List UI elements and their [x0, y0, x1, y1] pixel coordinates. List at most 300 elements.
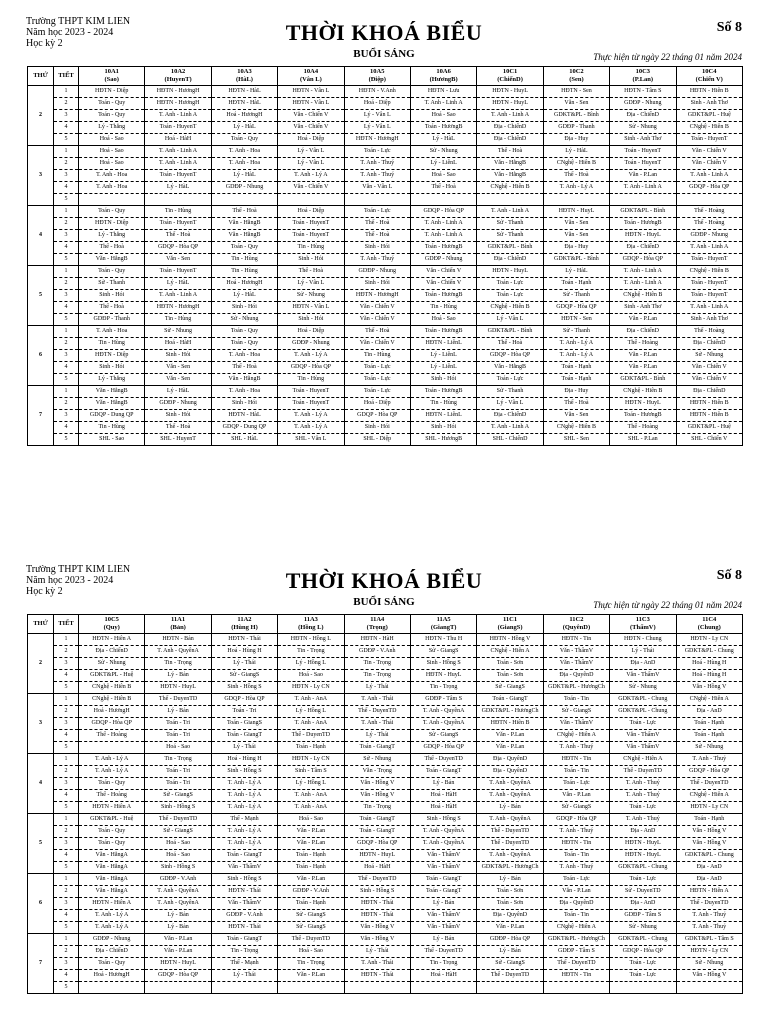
day-label: 4: [28, 754, 54, 814]
lesson-cell: GDQP - Hòa QP: [145, 970, 211, 982]
lesson-cell: GDKT&PL - Bình: [543, 110, 609, 122]
class-header: [477, 67, 543, 86]
lesson-cell: Tin - Hùng: [145, 314, 211, 326]
lesson-cell: Toán - HươngB: [610, 218, 676, 230]
lesson-cell: GDKT&PL - Bình: [610, 206, 676, 218]
lesson-cell: HĐTN - Tâm S: [610, 86, 676, 98]
lesson-cell: SHL - ChiếnD: [477, 434, 543, 446]
lesson-cell: T. Anh - Lý A: [79, 910, 145, 922]
lesson-cell: Toán - Lực: [344, 386, 410, 398]
lesson-cell: Hoá - Sao: [145, 850, 211, 862]
lesson-cell: Sử - Thanh: [543, 326, 609, 338]
lesson-cell: Thể - Hoà: [145, 230, 211, 242]
period-row: [28, 814, 743, 826]
period-number: 1: [54, 934, 79, 946]
lesson-cell: GDKT&PL - HươngCh: [543, 682, 609, 694]
lesson-cell: Văn - P.Lan: [610, 362, 676, 374]
lesson-cell: SHL - HàL: [211, 434, 277, 446]
lesson-cell: Sử - GiangS: [278, 910, 344, 922]
homeroom-teacher: (Điệp): [368, 76, 386, 83]
lesson-cell: Sinh - Hồng S: [211, 874, 277, 886]
lesson-cell: Lý - Bản: [145, 910, 211, 922]
lesson-cell: Toán - GiangT: [344, 742, 410, 754]
lesson-cell: GDĐP - Thanh: [543, 122, 609, 134]
lesson-cell: SHL - HuyenT: [145, 434, 211, 446]
period-number: 3: [54, 658, 79, 670]
lesson-cell: T. Anh - Lý A: [211, 802, 277, 814]
period-row: [28, 970, 743, 982]
class-name: 10A3: [237, 68, 252, 75]
lesson-cell: Toán - Lực: [543, 778, 609, 790]
period-number: 1: [54, 266, 79, 278]
lesson-cell: Địa - ChiếnD: [676, 386, 742, 398]
day-header: THỨ: [28, 615, 54, 634]
lesson-cell: Lý - Bản: [145, 922, 211, 934]
lesson-cell: Toán - GiangT: [410, 766, 476, 778]
timetable-title: THỜI KHOÁ BIỂU: [285, 568, 483, 593]
lesson-cell: [278, 194, 344, 206]
lesson-cell: Toán - Tri: [145, 778, 211, 790]
period-number: 1: [54, 754, 79, 766]
lesson-cell: Hoá - HươngH: [79, 970, 145, 982]
lesson-cell: Văn - Chiến V: [344, 314, 410, 326]
school-term: Học kỳ 2: [26, 38, 63, 49]
lesson-cell: Thể - DuyenTD: [344, 874, 410, 886]
period-number: 4: [54, 362, 79, 374]
lesson-cell: Hoá - Sao: [79, 146, 145, 158]
lesson-cell: GDQP - Dung QP: [79, 410, 145, 422]
lesson-cell: Toán - GiangT: [410, 874, 476, 886]
homeroom-teacher: (HươngB): [429, 76, 458, 83]
lesson-cell: Lý - Vân L: [477, 398, 543, 410]
day-label: 6: [28, 874, 54, 934]
lesson-cell: Tin - Trọng: [344, 670, 410, 682]
period-number: 2: [54, 946, 79, 958]
lesson-cell: Lý - Thái: [610, 646, 676, 658]
lesson-cell: Toán - Quy: [79, 778, 145, 790]
lesson-cell: GDQP - Hòa QP: [543, 814, 609, 826]
lesson-cell: Địa - AnD: [610, 898, 676, 910]
lesson-cell: Toán - Tin: [543, 694, 609, 706]
lesson-cell: Văn - Hồng V: [676, 970, 742, 982]
lesson-cell: Lý - Thái: [344, 682, 410, 694]
lesson-cell: Hoá - Sao: [145, 742, 211, 754]
lesson-cell: HĐTN - HàH: [344, 634, 410, 646]
lesson-cell: T. Anh - Thuỷ: [676, 910, 742, 922]
lesson-cell: Sinh - Hói: [344, 242, 410, 254]
header-row: [28, 615, 743, 634]
lesson-cell: [610, 194, 676, 206]
lesson-cell: T. Anh - Linh A: [676, 242, 742, 254]
lesson-cell: T. Anh - AnA: [278, 802, 344, 814]
lesson-cell: Thể - Hoà: [543, 170, 609, 182]
lesson-cell: GDĐP - Nhung: [344, 266, 410, 278]
lesson-cell: Lý - Thắng: [79, 122, 145, 134]
lesson-cell: Lý - Thái: [344, 730, 410, 742]
day-label: 3: [28, 146, 54, 206]
lesson-cell: Toán - Quy: [79, 110, 145, 122]
homeroom-teacher: (Sen): [569, 76, 584, 83]
period-row: [28, 86, 743, 98]
homeroom-teacher: (Chung): [697, 624, 721, 631]
period-number: 1: [54, 634, 79, 646]
period-number: 1: [54, 694, 79, 706]
lesson-cell: Sử - Thanh: [477, 230, 543, 242]
lesson-cell: Văn - ThẩmV: [211, 862, 277, 874]
school-term: Học kỳ 2: [26, 586, 63, 597]
period-row: [28, 206, 743, 218]
period-number: 5: [54, 922, 79, 934]
period-number: 3: [54, 350, 79, 362]
day-label: 5: [28, 814, 54, 874]
period-number: 1: [54, 814, 79, 826]
period-number: 5: [54, 742, 79, 754]
period-row: [28, 874, 743, 886]
lesson-cell: T. Anh - Lý A: [543, 182, 609, 194]
period-number: 1: [54, 86, 79, 98]
lesson-cell: Văn - P.Lan: [610, 170, 676, 182]
lesson-cell: Lý - Thắng: [79, 374, 145, 386]
lesson-cell: Toán - Quy: [79, 266, 145, 278]
lesson-cell: SHL - P.Lan: [610, 434, 676, 446]
lesson-cell: Văn - Sen: [543, 230, 609, 242]
lesson-cell: Toán - HuyenT: [145, 266, 211, 278]
class-header: [344, 615, 410, 634]
lesson-cell: Lý - Bản: [145, 670, 211, 682]
period-number: 4: [54, 790, 79, 802]
sheet-header: [0, 562, 768, 614]
class-name: 10A4: [303, 68, 319, 75]
lesson-cell: HĐTN - Tin: [543, 838, 609, 850]
lesson-cell: Thể - Hoàng: [610, 422, 676, 434]
period-row: [28, 266, 743, 278]
lesson-cell: Lý - LiênL: [410, 350, 476, 362]
lesson-cell: Toán - Quy: [79, 206, 145, 218]
lesson-cell: T. Anh - Thuý: [344, 254, 410, 266]
lesson-cell: Sinh - Hồng S: [145, 802, 211, 814]
lesson-cell: T. Anh - Lý A: [278, 410, 344, 422]
effective-date: Thực hiện từ ngày 22 tháng 01 năm 2024: [593, 600, 742, 610]
class-name: 10C3: [635, 68, 651, 75]
class-header: [79, 67, 145, 86]
period-number: 1: [54, 326, 79, 338]
lesson-cell: Sử - Nhung: [676, 958, 742, 970]
lesson-cell: HĐTN - Hiên A: [79, 634, 145, 646]
day-label: 6: [28, 326, 54, 386]
lesson-cell: CNghệ - Hiên A: [543, 730, 609, 742]
lesson-cell: Lý - Vân L: [278, 158, 344, 170]
lesson-cell: Tin - Hùng: [278, 374, 344, 386]
lesson-cell: HĐTN - HuyL: [477, 266, 543, 278]
lesson-cell: Thể - DuyenTD: [676, 778, 742, 790]
lesson-cell: T. Anh - Thuý: [543, 826, 609, 838]
lesson-cell: Lý - Thái: [211, 970, 277, 982]
lesson-cell: HĐTN - HuyL: [477, 98, 543, 110]
lesson-cell: Hoá - Sao: [79, 158, 145, 170]
lesson-cell: Hoá - HàH: [410, 790, 476, 802]
homeroom-teacher: (GiangT): [430, 624, 457, 631]
class-header: [410, 67, 476, 86]
session-label: BUỔI SÁNG: [353, 596, 415, 608]
period-number: 4: [54, 242, 79, 254]
lesson-cell: Địa - ChiếnD: [477, 254, 543, 266]
effective-date: Thực hiện từ ngày 22 tháng 01 năm 2024: [593, 52, 742, 62]
school-name: Trường THPT KIM LIEN: [26, 564, 131, 575]
lesson-cell: Hoá - Diệp: [344, 398, 410, 410]
lesson-cell: Địa - AnD: [676, 862, 742, 874]
period-row: [28, 410, 743, 422]
lesson-cell: GDKT&PL - Tâm S: [676, 934, 742, 946]
lesson-cell: Hoá - HàH: [410, 970, 476, 982]
class-name: 11C1: [502, 616, 518, 623]
lesson-cell: HĐTN - HuyL: [145, 682, 211, 694]
lesson-cell: Sử - Nhung: [610, 122, 676, 134]
lesson-cell: GDĐP - Nhung: [676, 230, 742, 242]
lesson-cell: Hoá - Sao: [278, 946, 344, 958]
lesson-cell: Văn - Chiến V: [410, 278, 476, 290]
lesson-cell: Toán - Quy: [79, 826, 145, 838]
lesson-cell: Văn - Chiến V: [676, 158, 742, 170]
period-number: 2: [54, 706, 79, 718]
lesson-cell: Văn - HằngB: [79, 386, 145, 398]
lesson-cell: Hoá - HươngH: [211, 278, 277, 290]
lesson-cell: GDKT&PL - Bình: [610, 374, 676, 386]
lesson-cell: Sinh - Hồng S: [145, 862, 211, 874]
lesson-cell: Thể - Hoà: [211, 206, 277, 218]
lesson-cell: SHL - Vân L: [278, 434, 344, 446]
day-label: 7: [28, 934, 54, 994]
lesson-cell: SHL - HươngB: [410, 434, 476, 446]
class-name: 10C2: [569, 68, 584, 75]
lesson-cell: Tin - Trọng: [344, 658, 410, 670]
school-year: Năm học 2023 - 2024: [26, 575, 114, 586]
period-number: 2: [54, 158, 79, 170]
period-number: 2: [54, 826, 79, 838]
lesson-cell: Toán - GiangT: [410, 886, 476, 898]
lesson-cell: Hoá - Sao: [145, 838, 211, 850]
lesson-cell: T. Anh - Lý A: [79, 766, 145, 778]
lesson-cell: CNghệ - Hiên B: [543, 422, 609, 434]
lesson-cell: Toán - Quy: [79, 98, 145, 110]
period-number: 5: [54, 134, 79, 146]
lesson-cell: Sử - GiangS: [211, 670, 277, 682]
timetable-grid: [27, 614, 743, 994]
lesson-cell: Toán - Sơn: [477, 886, 543, 898]
period-number: 4: [54, 730, 79, 742]
lesson-cell: Lý - Bản: [410, 778, 476, 790]
lesson-cell: Tin - Hùng: [410, 302, 476, 314]
period-row: [28, 742, 743, 754]
lesson-cell: Địa - ChiếnD: [79, 646, 145, 658]
lesson-cell: GDQP - Hòa QP: [344, 838, 410, 850]
period-row: [28, 934, 743, 946]
lesson-cell: Hoá - Diệp: [278, 206, 344, 218]
period-row: [28, 898, 743, 910]
lesson-cell: HĐTN - Diệp: [79, 218, 145, 230]
lesson-cell: Toán - Hạnh: [676, 814, 742, 826]
period-header: TIẾT: [54, 615, 79, 634]
lesson-cell: Toán - HuyenT: [145, 170, 211, 182]
lesson-cell: Lý - HàL: [410, 134, 476, 146]
lesson-cell: HĐTN - LiênL: [410, 410, 476, 422]
lesson-cell: Văn - ThẩmV: [410, 850, 476, 862]
lesson-cell: T. Anh - Linh A: [145, 290, 211, 302]
lesson-cell: Tin - Hùng: [344, 350, 410, 362]
lesson-cell: Địa - Huy: [543, 386, 609, 398]
lesson-cell: T. Anh - Thuý: [344, 170, 410, 182]
lesson-cell: T. Anh - Hoa: [211, 350, 277, 362]
lesson-cell: Văn - Hồng V: [344, 778, 410, 790]
lesson-cell: Văn - Hồng V: [676, 682, 742, 694]
lesson-cell: Toán - GiangT: [477, 694, 543, 706]
lesson-cell: GDĐP - Thanh: [79, 314, 145, 326]
lesson-cell: CNghệ - Hiên B: [543, 158, 609, 170]
lesson-cell: Lý - Bản: [410, 934, 476, 946]
lesson-cell: T. Anh - QuyênA: [477, 850, 543, 862]
lesson-cell: HĐTN - Ly CN: [676, 634, 742, 646]
period-row: [28, 278, 743, 290]
lesson-cell: HĐTN - HuyL: [610, 398, 676, 410]
lesson-cell: T. Anh - Linh A: [676, 170, 742, 182]
lesson-cell: Hoá - Sao: [278, 814, 344, 826]
lesson-cell: [79, 742, 145, 754]
lesson-cell: Lý - HàL: [211, 170, 277, 182]
lesson-cell: T. Anh - Thái: [344, 958, 410, 970]
lesson-cell: T. Anh - Linh A: [145, 110, 211, 122]
school-name: Trường THPT KIM LIEN: [26, 16, 131, 27]
lesson-cell: Toán - Tri: [145, 718, 211, 730]
lesson-cell: Sinh - Hói: [410, 374, 476, 386]
lesson-cell: HĐTN - HươngH: [145, 302, 211, 314]
lesson-cell: Sử - Nhung: [676, 742, 742, 754]
lesson-cell: Thể - Hoà: [410, 182, 476, 194]
lesson-cell: GDQP - Hòa QP: [410, 742, 476, 754]
lesson-cell: Thể - Hoàng: [676, 218, 742, 230]
lesson-cell: Sinh - Hồng S: [410, 658, 476, 670]
lesson-cell: Hoá - Sao: [278, 670, 344, 682]
lesson-cell: Toán - HuyenT: [610, 158, 676, 170]
lesson-cell: Thể - Hoàng: [610, 338, 676, 350]
lesson-cell: HĐTN - Ly CN: [676, 802, 742, 814]
period-number: 3: [54, 718, 79, 730]
period-row: [28, 910, 743, 922]
lesson-cell: HĐTN - Hiên B: [676, 410, 742, 422]
lesson-cell: Toán - Lực: [610, 718, 676, 730]
period-row: [28, 850, 743, 862]
lesson-cell: [79, 982, 145, 994]
lesson-cell: Toán - HuyenT: [278, 218, 344, 230]
class-name: 11A1: [171, 616, 186, 623]
period-number: 4: [54, 302, 79, 314]
lesson-cell: Toán - GiangT: [344, 814, 410, 826]
lesson-cell: HĐTN - HươngH: [344, 290, 410, 302]
lesson-cell: Văn - ThẩmV: [610, 742, 676, 754]
lesson-cell: T. Anh - Linh A: [410, 98, 476, 110]
lesson-cell: HĐTN - Vân L: [278, 98, 344, 110]
period-row: [28, 374, 743, 386]
lesson-cell: GDKT&PL - Bình: [477, 242, 543, 254]
lesson-cell: [145, 982, 211, 994]
lesson-cell: T. Anh - Thuý: [610, 790, 676, 802]
period-row: [28, 218, 743, 230]
lesson-cell: GDQP - Hòa QP: [278, 362, 344, 374]
lesson-cell: HĐTN - HuyL: [410, 670, 476, 682]
lesson-cell: HĐTN - Thái: [344, 970, 410, 982]
lesson-cell: Tin - Trọng: [344, 802, 410, 814]
lesson-cell: GDKT&PL - HươngCh: [477, 706, 543, 718]
class-header: [676, 67, 742, 86]
period-row: [28, 682, 743, 694]
lesson-cell: CNghệ - Hiên A: [676, 790, 742, 802]
lesson-cell: Toán - Tri: [145, 766, 211, 778]
lesson-cell: Địa - AnD: [676, 706, 742, 718]
lesson-cell: Thể - Hoà: [145, 422, 211, 434]
lesson-cell: T. Anh - Hoa: [79, 170, 145, 182]
lesson-cell: Địa - Huy: [543, 242, 609, 254]
lesson-cell: Tin - Hùng: [145, 206, 211, 218]
period-row: [28, 718, 743, 730]
lesson-cell: GDQP - Hòa QP: [211, 694, 277, 706]
period-row: [28, 386, 743, 398]
lesson-cell: HĐTN - Hiên A: [676, 886, 742, 898]
day-label: 7: [28, 386, 54, 446]
lesson-cell: Hoá - Diệp: [278, 326, 344, 338]
lesson-cell: Văn - HằngB: [211, 374, 277, 386]
lesson-cell: Địa - ChiếnD: [477, 122, 543, 134]
lesson-cell: Lý - LiênL: [410, 158, 476, 170]
lesson-cell: T. Anh - Hoa: [211, 158, 277, 170]
period-number: 4: [54, 422, 79, 434]
period-number: 2: [54, 646, 79, 658]
lesson-cell: T. Anh - QuyênA: [410, 718, 476, 730]
lesson-cell: Lý - Hồng L: [278, 706, 344, 718]
lesson-cell: GDQP - Hòa QP: [145, 242, 211, 254]
lesson-cell: Sử - Nhung: [145, 326, 211, 338]
lesson-cell: Văn - ThẩmV: [543, 718, 609, 730]
lesson-cell: Văn - HằngB: [79, 254, 145, 266]
homeroom-teacher: (QuyênD): [562, 624, 591, 631]
lesson-cell: Văn - Sen: [145, 362, 211, 374]
lesson-cell: Sử - Nhung: [278, 290, 344, 302]
period-row: [28, 134, 743, 146]
lesson-cell: Toán - Lực: [477, 374, 543, 386]
lesson-cell: GDĐP - V.Anh: [211, 910, 277, 922]
lesson-cell: GDKT&PL - HươngCh: [543, 934, 609, 946]
lesson-cell: T. Anh - Linh A: [477, 110, 543, 122]
lesson-cell: CNghệ - Hiên B: [477, 302, 543, 314]
lesson-cell: Sinh - Hồng S: [211, 682, 277, 694]
lesson-cell: T. Anh - Thuý: [543, 742, 609, 754]
lesson-cell: GDKT&PL - Huệ: [79, 814, 145, 826]
lesson-cell: Địa - QuyênD: [477, 766, 543, 778]
lesson-cell: GDQP - Hòa QP: [410, 206, 476, 218]
lesson-cell: Văn - P.Lan: [477, 742, 543, 754]
lesson-cell: Lý - Thái: [211, 658, 277, 670]
lesson-cell: HĐTN - LiênL: [410, 338, 476, 350]
lesson-cell: [477, 194, 543, 206]
lesson-cell: Toán - Lực: [344, 374, 410, 386]
period-row: [28, 862, 743, 874]
lesson-cell: Toán - Hạnh: [278, 742, 344, 754]
class-header: [145, 615, 211, 634]
homeroom-teacher: (Hồng L): [298, 624, 324, 631]
lesson-cell: GDKT&PL - HươngCh: [477, 862, 543, 874]
lesson-cell: Thể - Hoà: [278, 266, 344, 278]
lesson-cell: Toán - Quy: [211, 326, 277, 338]
lesson-cell: Toán - Hạnh: [676, 718, 742, 730]
lesson-cell: Lý - Vân L: [344, 110, 410, 122]
lesson-cell: T. Anh - Thái: [344, 694, 410, 706]
